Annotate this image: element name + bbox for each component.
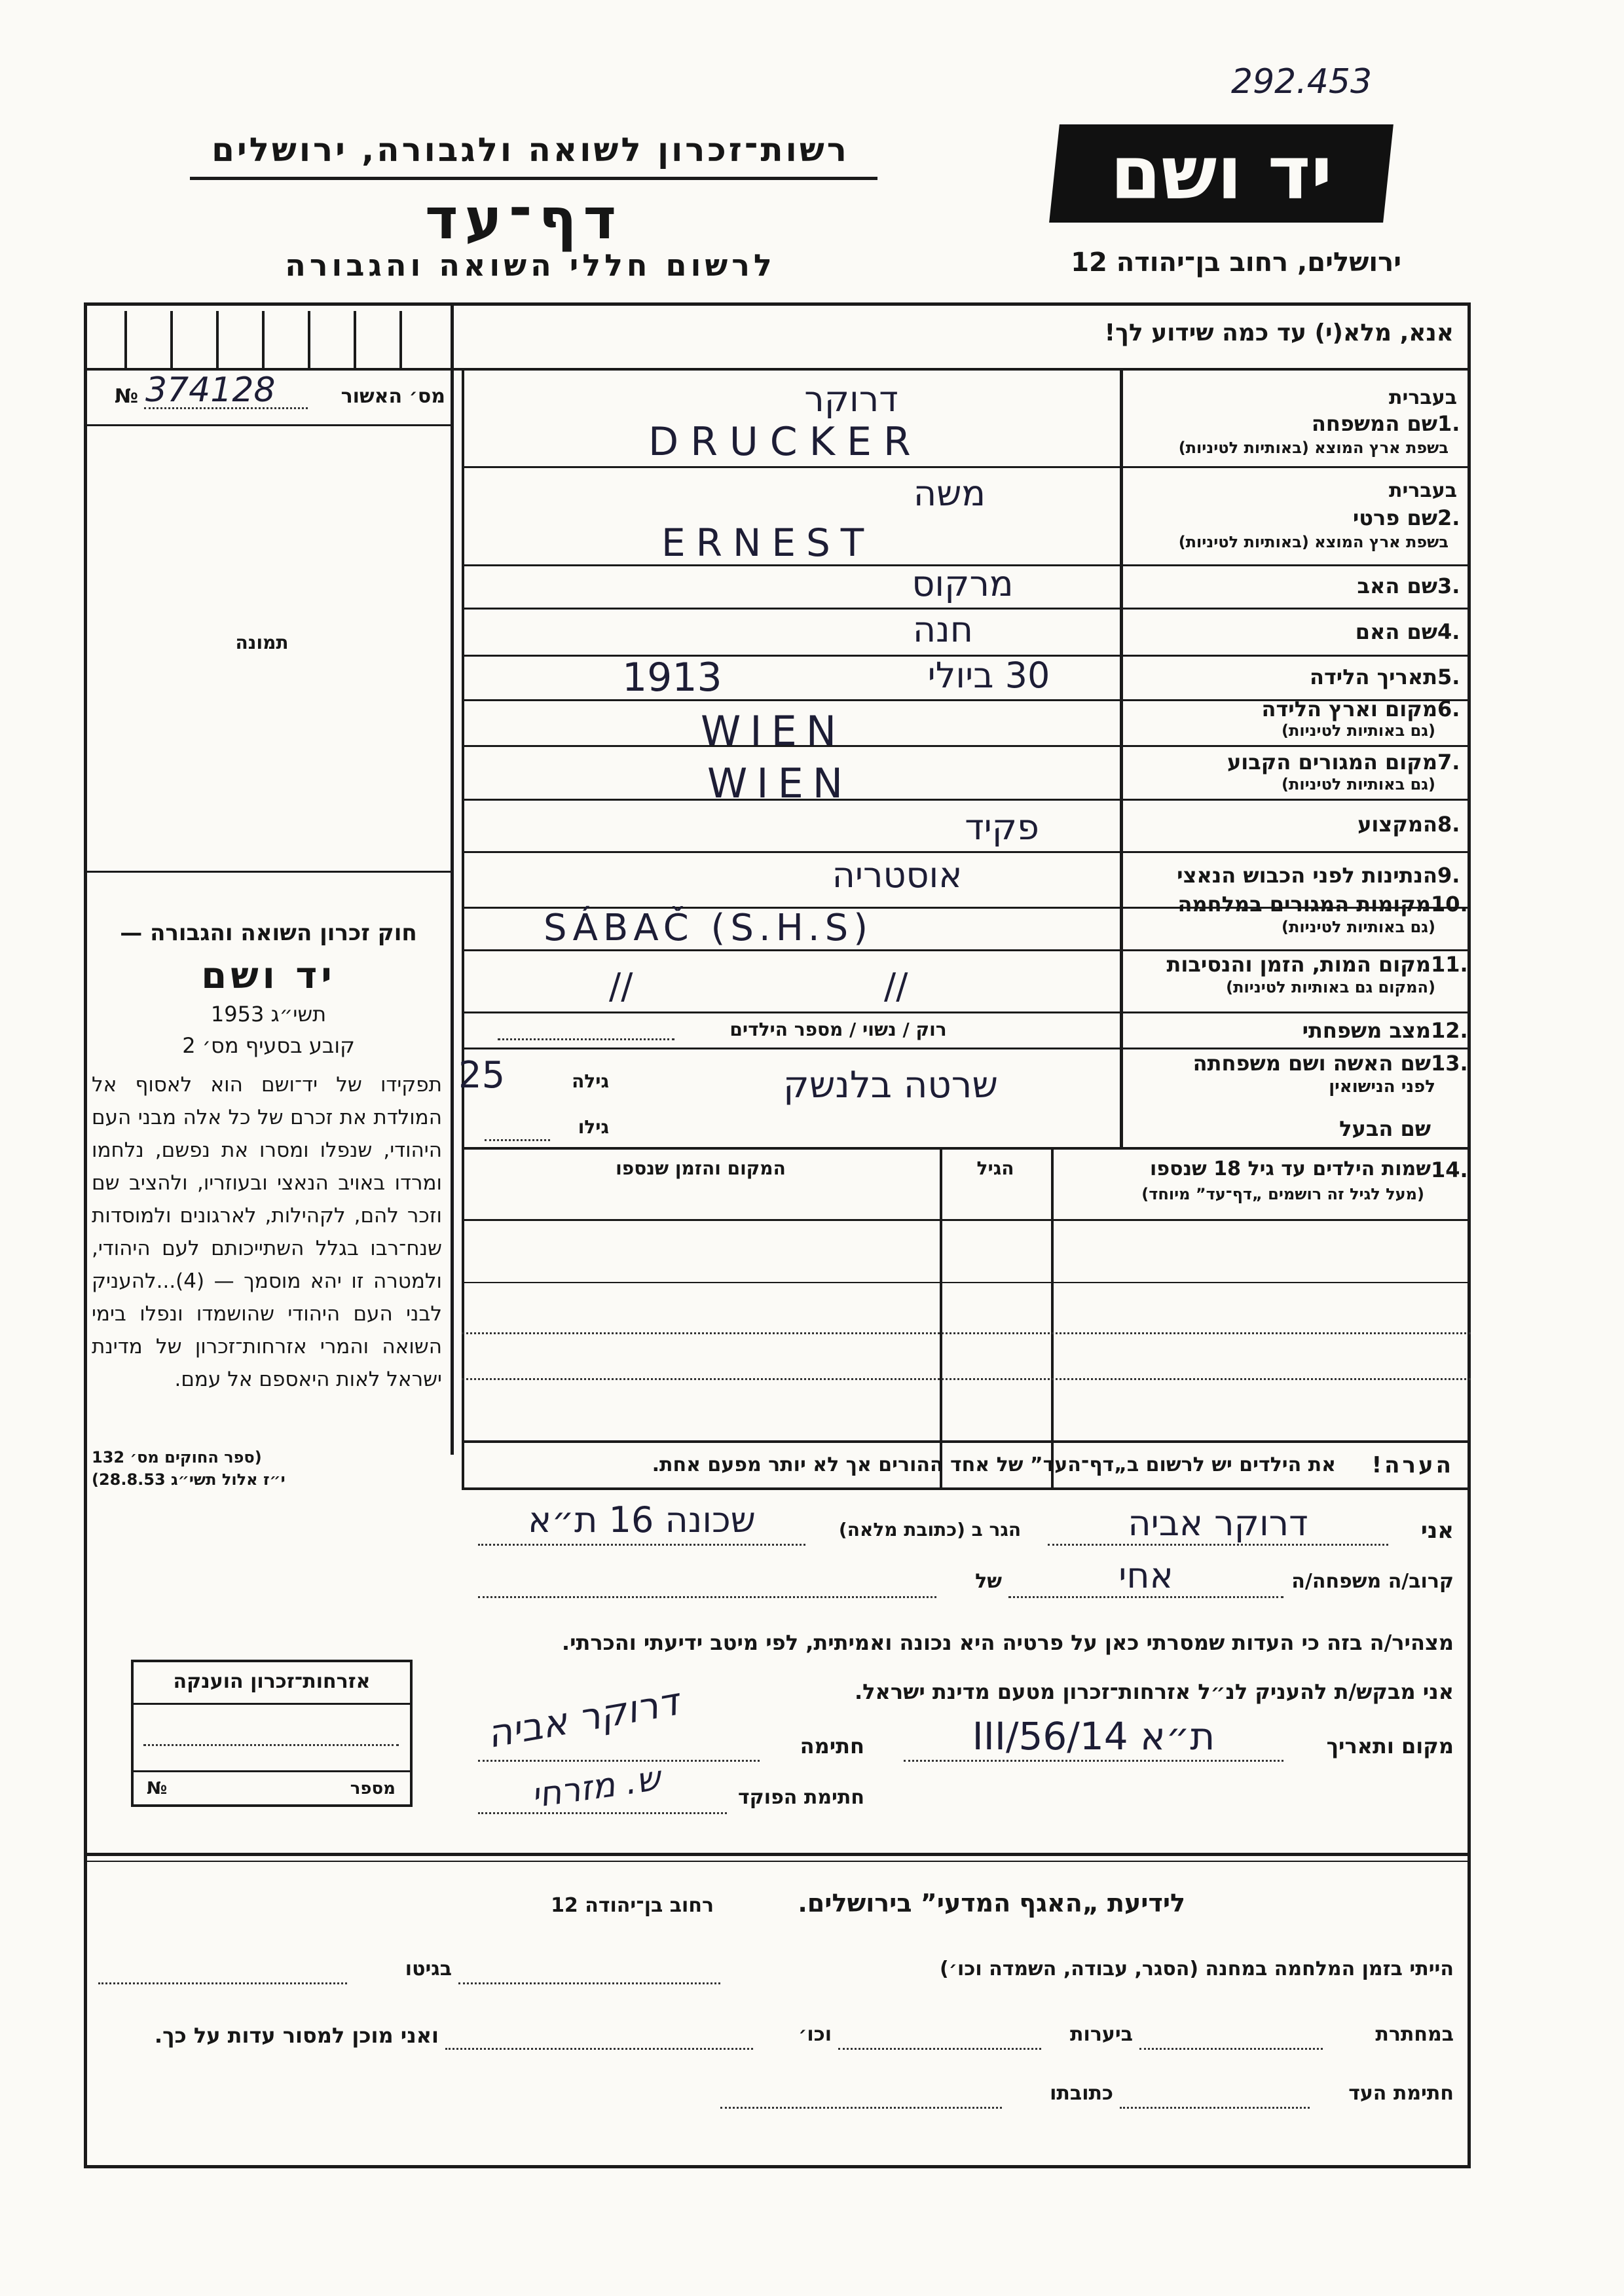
field7-sub: (גם באותיות לטיניות) <box>1282 775 1435 793</box>
children-col-divider-1 <box>1051 1147 1054 1487</box>
info-line1: הייתי בזמן המלחמה במחנה (הסגר, עבודה, השמדה וכו׳) <box>940 1958 1454 1980</box>
label-column-divider <box>1120 368 1123 1147</box>
info-ghetto: בגיטו <box>405 1958 452 1980</box>
decl-request: אני מבקש/ת להעניק לנ״ל אזרחות־זכרון מטעם מדינת ישראל. <box>855 1679 1454 1704</box>
law-ref-1: (ספר החוקים מס׳ 132 <box>92 1448 262 1467</box>
field12-options: רוק / נשוי / מספר הילדים <box>729 1019 947 1040</box>
field5-label: תאריך הלידה <box>1309 665 1437 689</box>
law-title: חוק זכרון השואה והגבורה — <box>120 920 417 946</box>
form-subtitle: לרשום חללי השואה והגבורה <box>285 247 776 283</box>
law-clause: קובע בסעיף מס׳ 2 <box>182 1033 355 1058</box>
field10-num: 10. <box>1431 892 1468 917</box>
field13-age-value: 25 <box>458 1054 506 1097</box>
citizenship-title: אזרחות־זכרון הוענקה <box>173 1670 371 1693</box>
authority-underline <box>190 177 877 180</box>
field6-sub: (גם באותיות לטיניות) <box>1282 721 1435 740</box>
decl-place-date-value: ת״א 14/III/56 <box>972 1714 1215 1758</box>
info-divider <box>84 1853 1471 1856</box>
archive-number: 292.453 <box>1231 62 1373 101</box>
decl-name-value: דרוקר אביה <box>1128 1503 1308 1544</box>
law-year: תשי״ג 1953 <box>210 1002 327 1027</box>
info-address-label: כתובתו <box>1050 2082 1113 2105</box>
field1-latin-value: DRUCKER <box>648 419 923 465</box>
approval-label: מס׳ האשור <box>341 385 445 408</box>
value-column-left <box>462 368 464 1147</box>
field6-num: 6. <box>1437 697 1460 721</box>
field2-heb-value: משה <box>913 473 986 514</box>
field12-num: 12. <box>1431 1018 1468 1043</box>
field2-num: 2. <box>1437 505 1460 530</box>
field2-sub: בשפת ארץ המוצא (באותיות לטיניות) <box>1178 533 1449 551</box>
field1-heb-label: בעברית <box>1389 386 1457 409</box>
instruction: אנא, מלא(י) עד כמה שידוע לך! <box>1104 319 1454 346</box>
citizenship-number-label: מספר <box>350 1779 396 1798</box>
field11-sub: (המקום גם באותיות לטיניות) <box>1226 978 1435 996</box>
field1-sub: בשפת ארץ המוצא (באותיות לטיניות) <box>1178 439 1449 457</box>
citizenship-box <box>131 1660 413 1807</box>
info-title: לידיעת „האגף המדעי” בירושלים. <box>798 1889 1185 1918</box>
decl-official-label: חתימת הפוקד <box>738 1786 864 1809</box>
field6-value: WIEN <box>701 707 846 755</box>
decl-address-value: שכונה 16 ת״א <box>528 1499 756 1540</box>
field4-num: 4. <box>1437 619 1460 644</box>
approval-number: 374128 <box>145 371 276 410</box>
field11-label: מקום המות, הזמן והנסיבות <box>1166 952 1431 977</box>
yad-vashem-logo <box>1049 124 1393 223</box>
field8-num: 8. <box>1437 812 1460 837</box>
field10-sub: (גם באותיות לטיניות) <box>1282 918 1435 936</box>
form-title: דף־עד <box>424 187 623 252</box>
field8-value: פקיד <box>965 807 1039 848</box>
field11-value-a: // <box>609 966 633 1007</box>
info-forests: ביערות <box>1070 2023 1133 2046</box>
logo-text: יד ושם <box>1110 131 1333 216</box>
info-address: רחוב בן־יהודה 12 <box>551 1894 714 1917</box>
field13-num: 13. <box>1431 1051 1468 1076</box>
decl-official-signature: ש. מזרחי <box>528 1758 663 1816</box>
field1-heb-value: דרוקר <box>804 378 898 420</box>
field5-day: 30 ביולי <box>927 655 1050 696</box>
info-witness-signature: חתימת העד <box>1348 2082 1454 2105</box>
field14-sub: (מעל לגיל זה רושמים „דף־עד” מיוחד) <box>1141 1185 1424 1203</box>
decl-signature-label: חתימה <box>800 1734 864 1758</box>
field9-num: 9. <box>1437 863 1460 888</box>
note-text: את הילדים יש לרשום ב„דף־העד” של אחד ההורים אך לא יותר מפעם אחת. <box>652 1453 1336 1476</box>
law-name: יד ושם <box>201 955 336 997</box>
citizenship-no-sign: № <box>147 1779 168 1798</box>
field14-label: שמות הילדים עד גיל 18 שנספו <box>1150 1157 1431 1180</box>
field2-heb-label: בעברית <box>1389 479 1457 502</box>
photo-label: תמונה <box>235 632 289 653</box>
note-label: הערה! <box>1371 1452 1454 1478</box>
address: ירושלים, רחוב בן־יהודה 12 <box>1071 247 1401 278</box>
field13-value: שרטה בלנשק <box>783 1064 998 1106</box>
field10-label: מקומות המגורים במלחמה <box>1177 892 1431 917</box>
field5-year: 1913 <box>622 655 722 701</box>
left-column-divider <box>451 302 454 1455</box>
field9-value: אוסטריה <box>832 854 963 896</box>
field4-value: חנה <box>912 609 974 650</box>
field14-num: 14. <box>1431 1157 1468 1182</box>
field7-value: WIEN <box>707 759 853 807</box>
approval-no-sign: № <box>115 385 139 408</box>
field8-label: המקצוע <box>1357 812 1437 837</box>
field2-latin-value: ERNEST <box>661 520 875 565</box>
field3-label: שם האב <box>1357 574 1437 598</box>
field1-label: שם המשפחה <box>1311 411 1437 436</box>
law-ref-2: י״ז אלול תשי״ג 28.8.53) <box>92 1470 286 1489</box>
field14-col-place: המקום והזמן שנספו <box>616 1157 786 1179</box>
husband-label: שם הבעל <box>1339 1116 1431 1141</box>
husband-age-label: גילו <box>578 1116 609 1138</box>
children-col-divider-2 <box>940 1147 942 1487</box>
field11-value-b: // <box>884 966 908 1007</box>
decl-of: של <box>975 1570 1002 1593</box>
decl-signature-value: דרוקר אביה <box>483 1679 682 1757</box>
field13-label: שם האשה ושם משפחתה <box>1192 1051 1431 1076</box>
field2-label: שם פרטי <box>1352 505 1437 530</box>
field7-label: מקום המגורים הקבוע <box>1227 750 1437 774</box>
field7-num: 7. <box>1437 750 1460 774</box>
approval-cells <box>124 311 452 370</box>
field6-label: מקום וארץ הלידה <box>1261 697 1437 721</box>
field3-value: מרקוס <box>912 563 1014 604</box>
field11-num: 11. <box>1431 952 1468 977</box>
field13-age-label: גילה <box>572 1070 609 1092</box>
info-underground: במחתרת <box>1375 2023 1454 2046</box>
field3-num: 3. <box>1437 574 1460 598</box>
field14-col-age: הגיל <box>976 1157 1014 1179</box>
law-text: תפקידו של יד־ושם הוא לאסוף אל המולדת את זכרם של כל אלה מבני העם היהודי, שנפלו ומסרו את נפשם, נלחמו ומרדו באויב הנאצי ובעוזריו, ולהציב שם וזכר להם, לקהילות, לארגונים ולמוסדות שנח־רבו בגלל השתייכותם לעם היהודי, ולמטרה זו יהא מוסמך — (4)...להעניק לבני העם היהודי שהושמדו ונפלו בימי השואה והמרי אזרחות־זכרון של מדינת ישראל לאות היאספם אל עמם. <box>92 1073 442 1391</box>
decl-statement: מצהיר/ה בזה כי העדות שמסרתי כאן על פרטיה היא נכונה ואמיתית, לפי מיטב ידיעתי והכרתי. <box>561 1630 1454 1655</box>
decl-place-date-label: מקום ותאריך <box>1326 1734 1454 1758</box>
field9-label: הנתינות לפני הכבוש הנאצי <box>1177 863 1437 888</box>
field13-sub: לפני הנישואין <box>1329 1077 1435 1097</box>
info-etc: וכו׳ <box>798 2023 832 2046</box>
decl-resides: הגר ב (כתובת מלאה) <box>838 1519 1022 1540</box>
decl-ani: אני <box>1420 1518 1454 1544</box>
field4-label: שם האם <box>1355 619 1437 644</box>
field12-label: מצב משפחתי <box>1302 1018 1431 1043</box>
field1-num: 1. <box>1437 411 1460 436</box>
field5-num: 5. <box>1437 665 1460 689</box>
field10-value: SÁBAČ (S.H.S) <box>544 907 874 949</box>
decl-relative: קרוב/ה משפחה/ה <box>1291 1570 1454 1593</box>
info-ready: ואני מוכן למסור עדות על כך. <box>154 2023 439 2048</box>
authority-name: רשות־זכרון לשואה ולגבורה, ירושלים <box>212 131 849 169</box>
photo-bottom <box>84 871 452 873</box>
decl-relation-value: אחי <box>1118 1555 1173 1596</box>
